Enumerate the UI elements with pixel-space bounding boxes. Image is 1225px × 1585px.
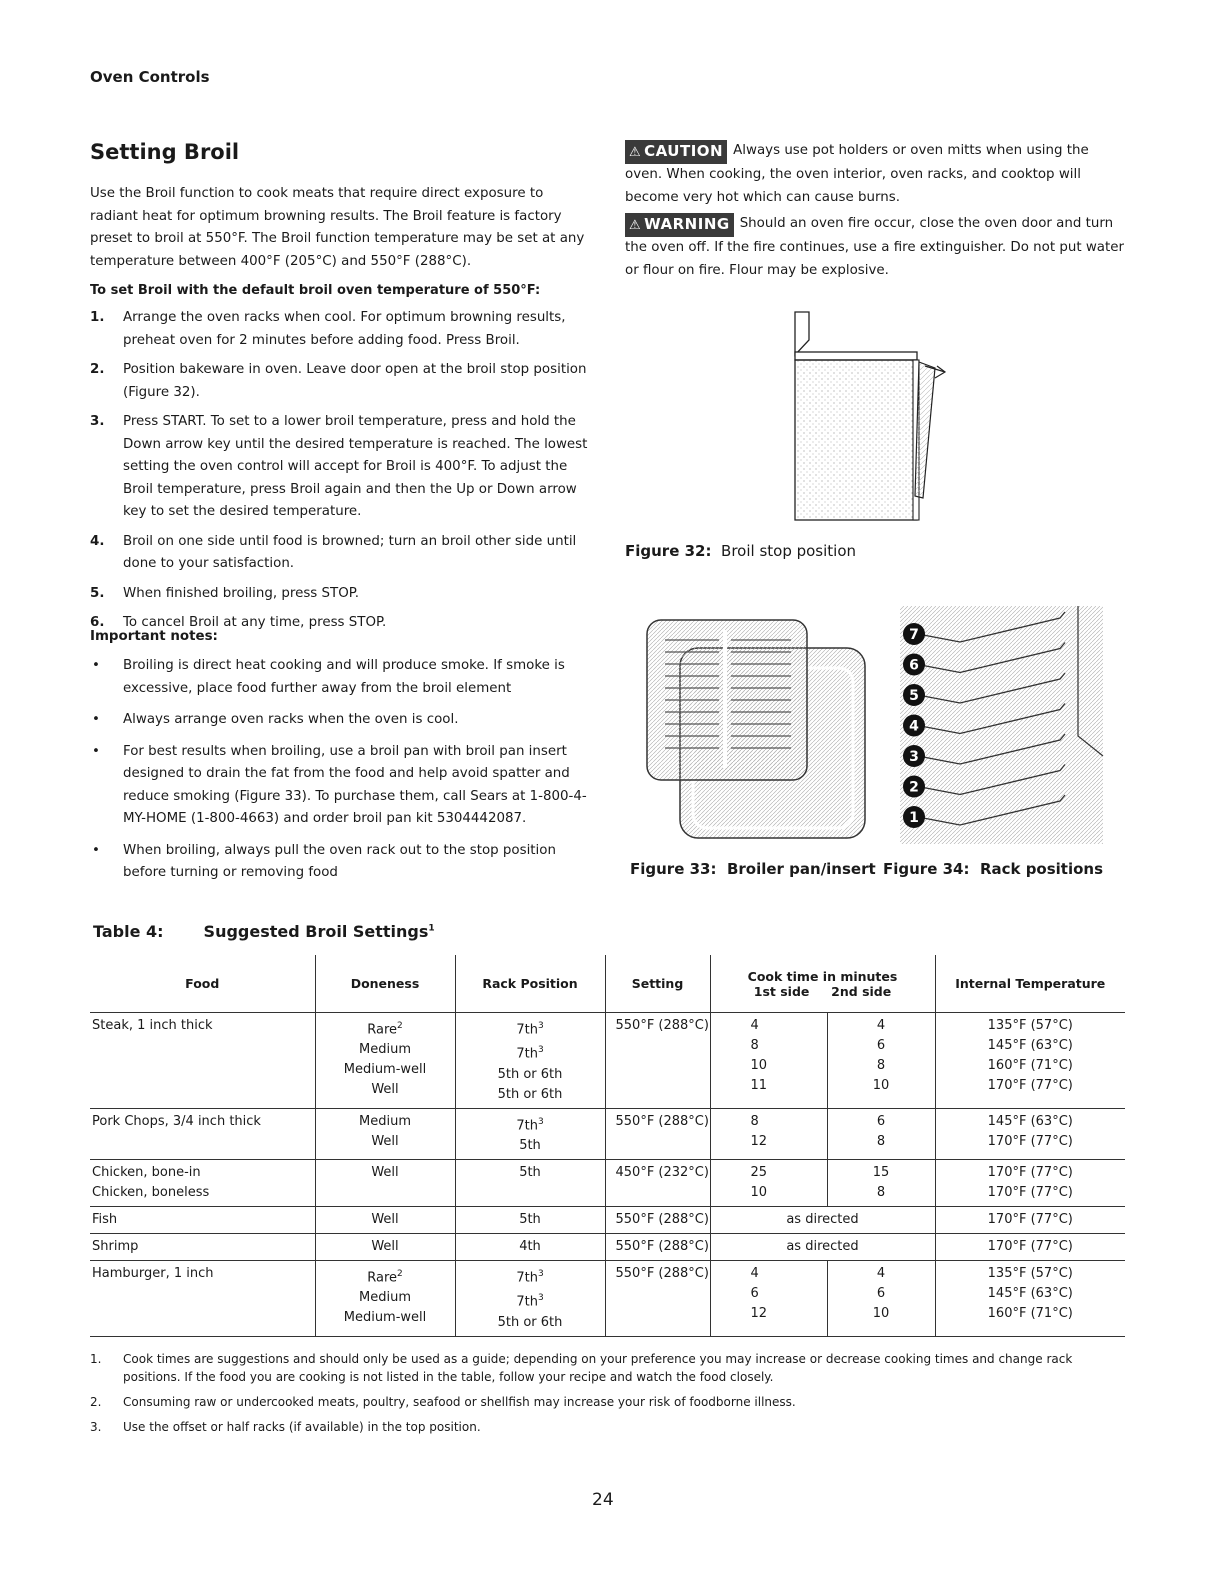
cell-side1-group bbox=[710, 1260, 827, 1336]
bullet-icon: • bbox=[92, 658, 100, 673]
cell-temp: 145°F (63°C) bbox=[987, 1113, 1073, 1129]
setting-value: 550°F (288°C) bbox=[615, 1238, 709, 1254]
footnote-number: 2. bbox=[90, 1395, 102, 1409]
cell-food bbox=[90, 1159, 315, 1206]
cell-cook-time bbox=[710, 1233, 935, 1260]
cell-side2-group bbox=[827, 1013, 935, 1109]
warning-triangle-icon: ⚠ bbox=[629, 145, 642, 160]
footnote-ref: 2 bbox=[397, 1021, 403, 1031]
rack-number: 5 bbox=[909, 688, 919, 704]
header-food: Food bbox=[90, 955, 315, 1013]
cell-s2: 4 bbox=[876, 1018, 886, 1033]
footnote-text: Use the offset or half racks (if available) in the top position. bbox=[123, 1420, 481, 1434]
cell-food bbox=[90, 1206, 315, 1233]
note-item bbox=[90, 741, 590, 831]
figure-32-text: Broil stop position bbox=[721, 542, 857, 560]
cell-side2-group bbox=[827, 1108, 935, 1159]
figure-33-broiler-pan-illustration bbox=[645, 618, 870, 843]
footnote bbox=[90, 1350, 1130, 1386]
cell-rack: 7th bbox=[516, 1022, 538, 1038]
rack-number: 3 bbox=[909, 749, 919, 765]
cell-temp: 170°F (77°C) bbox=[987, 1164, 1073, 1180]
footnote-text: Cook times are suggestions and should only be used as a guide; depending on your preference you may increase or decrease cooking times and change rack positions. If the food you are cooking is not listed in the table, follow your recipe and watch the food closely. bbox=[123, 1352, 1073, 1384]
cook-time-span: as directed bbox=[786, 1238, 859, 1254]
page-number: 24 bbox=[592, 1490, 614, 1510]
cell-doneness: Medium bbox=[359, 1113, 411, 1129]
cell-s2: 15 bbox=[872, 1164, 890, 1180]
cell-s2: 6 bbox=[876, 1038, 886, 1053]
footnote-ref: 3 bbox=[537, 1293, 544, 1304]
cell-doneness-group bbox=[315, 1159, 455, 1206]
cell-doneness: Rare bbox=[367, 1022, 398, 1038]
footnote-number: 1. bbox=[90, 1352, 102, 1366]
cell-temp: 170°F (77°C) bbox=[987, 1184, 1073, 1200]
cell-setting bbox=[605, 1013, 710, 1109]
cell-temp-group bbox=[935, 1108, 1125, 1159]
figure-32-oven-illustration bbox=[785, 300, 965, 530]
warning-notice bbox=[625, 213, 1125, 282]
cell-s1: 11 bbox=[750, 1078, 768, 1093]
cell-rack: 7th bbox=[516, 1117, 538, 1133]
figure-33-caption bbox=[630, 860, 876, 878]
cell-doneness: Well bbox=[371, 1238, 399, 1254]
bullet-icon: • bbox=[92, 712, 100, 727]
cell-doneness-group bbox=[315, 1233, 455, 1260]
food-name: Chicken, bone-in bbox=[92, 1164, 201, 1180]
cell-temp: 145°F (63°C) bbox=[987, 1038, 1073, 1053]
footnote bbox=[90, 1393, 1130, 1411]
food-name: Steak, 1 inch thick bbox=[92, 1018, 213, 1033]
cell-s1: 4 bbox=[750, 1018, 759, 1033]
cell-rack: 7th bbox=[516, 1046, 538, 1062]
step-number: 5. bbox=[90, 585, 105, 601]
cell-s2: 6 bbox=[876, 1285, 886, 1301]
cell-doneness: Well bbox=[371, 1211, 399, 1227]
table-title-text: Suggested Broil Settings bbox=[203, 922, 429, 941]
header-internal-temp: Internal Temperature bbox=[935, 955, 1125, 1013]
header-sides bbox=[712, 984, 934, 999]
rack-number: 6 bbox=[909, 657, 919, 674]
cell-food bbox=[90, 1013, 315, 1109]
cell-rack: 7th bbox=[516, 1270, 538, 1286]
cell-doneness: Well bbox=[371, 1133, 399, 1149]
cell-temp-group bbox=[935, 1233, 1125, 1260]
cell-doneness-group bbox=[315, 1108, 455, 1159]
cell-doneness-group bbox=[315, 1013, 455, 1109]
table-row bbox=[90, 1013, 1125, 1109]
step-text: Press START. To set to a lower broil temperature, press and hold the Down arrow key until the desired temperature is reached. The lowest setting the oven control will accept for Broil is 400°F. To adjust the Broil temperature, press Broil again and then the Up or Down arrow key to set the desired temperature. bbox=[123, 414, 588, 519]
cell-s2: 8 bbox=[876, 1058, 886, 1073]
cell-temp: 170°F (77°C) bbox=[987, 1238, 1073, 1254]
figure-34-rack-positions-illustration bbox=[900, 606, 1105, 846]
cell-doneness: Well bbox=[371, 1082, 399, 1098]
step-number: 6. bbox=[90, 615, 105, 630]
rack-number: 2 bbox=[909, 779, 919, 796]
cell-s2: 10 bbox=[872, 1078, 890, 1093]
table-row bbox=[90, 1260, 1125, 1336]
cell-s1: 8 bbox=[750, 1038, 759, 1053]
bullet-icon: • bbox=[92, 842, 100, 858]
figure-32-label: Figure 32: bbox=[625, 542, 712, 560]
cell-rack: 5th bbox=[519, 1164, 541, 1180]
cell-temp-group bbox=[935, 1159, 1125, 1206]
steps-list bbox=[90, 307, 590, 642]
cell-temp: 170°F (77°C) bbox=[987, 1078, 1073, 1093]
cell-setting bbox=[605, 1233, 710, 1260]
note-item bbox=[90, 709, 590, 732]
cell-doneness: Medium-well bbox=[343, 1062, 427, 1078]
figure-33-text: Broiler pan/insert bbox=[726, 860, 876, 878]
cell-s1: 25 bbox=[750, 1164, 768, 1180]
cell-temp: 170°F (77°C) bbox=[987, 1133, 1073, 1149]
step-text: Arrange the oven racks when cool. For optimum browning results, preheat oven for 2 minutes before adding food. Press Broil. bbox=[123, 310, 566, 348]
cell-s1: 6 bbox=[750, 1285, 759, 1301]
steps-subheading: To set Broil with the default broil oven temperature of 550°F: bbox=[90, 283, 541, 298]
figure-33-label: Figure 33: bbox=[630, 860, 717, 878]
cell-doneness: Medium bbox=[359, 1290, 411, 1306]
figure-32-caption bbox=[625, 542, 856, 560]
rack-number: 1 bbox=[909, 810, 919, 826]
table-row bbox=[90, 1233, 1125, 1260]
table-label: Table 4: bbox=[93, 922, 164, 941]
step-text: Position bakeware in oven. Leave door open at the broil stop position (Figure 32). bbox=[123, 362, 587, 400]
table-title bbox=[93, 922, 435, 941]
caution-badge bbox=[625, 140, 727, 164]
cell-rack: 5th bbox=[519, 1137, 541, 1153]
cell-side2-group bbox=[827, 1159, 935, 1206]
cell-side2-group bbox=[827, 1260, 935, 1336]
cell-food bbox=[90, 1260, 315, 1336]
step-number: 1. bbox=[90, 310, 105, 325]
table-row bbox=[90, 1159, 1125, 1206]
cell-setting bbox=[605, 1260, 710, 1336]
figure-34-label: Figure 34: bbox=[883, 860, 970, 878]
note-text: When broiling, always pull the oven rack out to the stop position before turning or removing food bbox=[123, 842, 556, 880]
footnote bbox=[90, 1418, 1130, 1436]
cell-side1-group bbox=[710, 1159, 827, 1206]
cell-s2: 8 bbox=[876, 1133, 886, 1149]
food-name: Chicken, boneless bbox=[92, 1184, 210, 1200]
step-text: Broil on one side until food is browned; turn an broil other side until done to your satisfaction. bbox=[123, 533, 577, 571]
intro-paragraph: Use the Broil function to cook meats that require direct exposure to radiant heat for optimum browning results. The Broil feature is factory preset to broil at 550°F. The Broil function temperature may be set at any temperature between 400°F (205°C) and 550°F (288°C). bbox=[90, 186, 585, 269]
cell-rack-group bbox=[455, 1013, 605, 1109]
cell-setting bbox=[605, 1159, 710, 1206]
cell-s2: 8 bbox=[876, 1184, 886, 1200]
cell-temp-group bbox=[935, 1206, 1125, 1233]
header-rack: Rack Position bbox=[455, 955, 605, 1013]
step-number: 2. bbox=[90, 362, 105, 377]
cell-rack-group bbox=[455, 1159, 605, 1206]
rack-number: 4 bbox=[909, 718, 919, 735]
cell-rack: 5th or 6th bbox=[497, 1086, 563, 1102]
cell-setting bbox=[605, 1108, 710, 1159]
page-heading: Setting Broil bbox=[90, 140, 240, 164]
cell-food bbox=[90, 1233, 315, 1260]
cell-side1-group bbox=[710, 1108, 827, 1159]
cell-doneness: Medium-well bbox=[343, 1310, 427, 1326]
setting-value: 550°F (288°C) bbox=[615, 1211, 709, 1227]
footnote-ref: 3 bbox=[537, 1116, 544, 1127]
cell-rack: 5th or 6th bbox=[497, 1066, 563, 1082]
footnote-ref: 3 bbox=[537, 1268, 544, 1279]
setting-value: 550°F (288°C) bbox=[615, 1113, 709, 1129]
header-cook-time-title: Cook time in minutes bbox=[747, 968, 898, 984]
step-item bbox=[90, 411, 590, 524]
cell-doneness-group bbox=[315, 1260, 455, 1336]
setting-value: 550°F (288°C) bbox=[615, 1265, 709, 1281]
footnotes bbox=[90, 1350, 1130, 1443]
cell-temp-group bbox=[935, 1260, 1125, 1336]
cell-temp: 135°F (57°C) bbox=[987, 1018, 1073, 1033]
cell-s2: 6 bbox=[876, 1113, 886, 1129]
food-name: Pork Chops, 3/4 inch thick bbox=[92, 1113, 261, 1129]
cell-rack: 4th bbox=[519, 1238, 541, 1254]
table-row bbox=[90, 1108, 1125, 1159]
step-item bbox=[90, 307, 590, 352]
food-name: Fish bbox=[92, 1211, 118, 1227]
warning-badge bbox=[625, 213, 734, 237]
note-item bbox=[90, 655, 590, 700]
cell-setting bbox=[605, 1206, 710, 1233]
cook-time-span: as directed bbox=[786, 1211, 859, 1227]
step-item bbox=[90, 583, 590, 606]
footnote-ref: 3 bbox=[537, 1021, 544, 1031]
note-text: Always arrange oven racks when the oven is cool. bbox=[123, 712, 459, 727]
figure-34-text: Rack positions bbox=[979, 860, 1104, 878]
cell-rack-group bbox=[455, 1260, 605, 1336]
step-number: 3. bbox=[90, 414, 105, 429]
cell-doneness: Medium bbox=[359, 1042, 411, 1058]
cell-temp-group bbox=[935, 1013, 1125, 1109]
cell-rack: 7th bbox=[516, 1294, 538, 1310]
footnote-ref: 3 bbox=[537, 1045, 544, 1056]
note-text: For best results when broiling, use a broil pan with broil pan insert designed to drain the fat from the food and help avoid spatter and reduce smoking (Figure 33). To purchase them, call Sears at 1-800-4-MY-HOME (1-800-4663) and order broil pan kit 5304442087. bbox=[123, 743, 587, 826]
step-item bbox=[90, 359, 590, 404]
cell-s1: 4 bbox=[750, 1265, 759, 1281]
section-header: Oven Controls bbox=[90, 68, 210, 86]
step-text: To cancel Broil at any time, press STOP. bbox=[123, 615, 387, 630]
table-header-row bbox=[90, 955, 1125, 1013]
note-item bbox=[90, 840, 590, 885]
cell-temp: 145°F (63°C) bbox=[987, 1285, 1073, 1301]
caution-label: CAUTION bbox=[644, 142, 724, 160]
notes-heading: Important notes: bbox=[90, 629, 218, 644]
caution-text: Always use pot holders or oven mitts when using the oven. When cooking, the oven interior, oven racks, and cooktop will become very hot which can cause burns. bbox=[625, 143, 1089, 205]
warning-label: WARNING bbox=[644, 215, 730, 233]
cell-cook-time bbox=[710, 1206, 935, 1233]
cell-side1-group bbox=[710, 1013, 827, 1109]
cell-doneness-group bbox=[315, 1206, 455, 1233]
header-side1: 1st side bbox=[753, 983, 810, 999]
cell-food bbox=[90, 1108, 315, 1159]
cell-rack: 5th bbox=[519, 1211, 541, 1227]
cell-s2: 10 bbox=[872, 1305, 890, 1321]
cell-rack-group bbox=[455, 1108, 605, 1159]
table-title-footnote-ref: 1 bbox=[428, 923, 435, 934]
cell-rack-group bbox=[455, 1206, 605, 1233]
cell-temp: 135°F (57°C) bbox=[987, 1265, 1073, 1281]
setting-value: 550°F (288°C) bbox=[615, 1018, 709, 1033]
header-cook-time bbox=[710, 955, 935, 1013]
cell-s1: 12 bbox=[750, 1133, 768, 1149]
step-text: When finished broiling, press STOP. bbox=[123, 585, 359, 601]
cell-rack: 5th or 6th bbox=[497, 1314, 563, 1330]
caution-notice bbox=[625, 140, 1125, 209]
food-name: Shrimp bbox=[92, 1238, 139, 1254]
cell-s1: 10 bbox=[750, 1184, 768, 1200]
cell-rack-group bbox=[455, 1233, 605, 1260]
cell-temp: 160°F (71°C) bbox=[987, 1058, 1073, 1073]
cell-s1: 12 bbox=[750, 1305, 768, 1321]
figure-34-caption bbox=[883, 860, 1103, 878]
header-side2: 2nd side bbox=[831, 983, 892, 999]
cell-doneness: Well bbox=[371, 1164, 399, 1180]
header-doneness: Doneness bbox=[315, 955, 455, 1013]
footnote-number: 3. bbox=[90, 1420, 102, 1434]
notes-list bbox=[90, 655, 590, 894]
food-name: Hamburger, 1 inch bbox=[92, 1265, 214, 1281]
table-row bbox=[90, 1206, 1125, 1233]
broil-settings-table bbox=[90, 955, 1125, 1337]
cell-s2: 4 bbox=[876, 1265, 886, 1281]
footnote-ref: 2 bbox=[397, 1268, 403, 1279]
warning-text: Should an oven fire occur, close the oven door and turn the oven off. If the fire continues, use a fire extinguisher. Do not put water or flour on fire. Flour may be explosive. bbox=[625, 216, 1125, 278]
step-number: 4. bbox=[90, 533, 105, 549]
warning-triangle-icon: ⚠ bbox=[629, 218, 642, 233]
cell-s1: 10 bbox=[750, 1058, 768, 1073]
setting-value: 450°F (232°C) bbox=[615, 1164, 709, 1180]
cell-s1: 8 bbox=[750, 1113, 759, 1129]
rack-number: 7 bbox=[909, 627, 919, 643]
header-setting: Setting bbox=[605, 955, 710, 1013]
cell-doneness: Rare bbox=[367, 1270, 398, 1286]
cell-temp: 170°F (77°C) bbox=[987, 1211, 1073, 1227]
cell-temp: 160°F (71°C) bbox=[987, 1305, 1073, 1321]
bullet-icon: • bbox=[92, 743, 100, 759]
footnote-text: Consuming raw or undercooked meats, poultry, seafood or shellfish may increase your risk of foodborne illness. bbox=[123, 1395, 796, 1409]
note-text: Broiling is direct heat cooking and will produce smoke. If smoke is excessive, place food further away from the broil element bbox=[123, 658, 565, 696]
step-item bbox=[90, 531, 590, 576]
